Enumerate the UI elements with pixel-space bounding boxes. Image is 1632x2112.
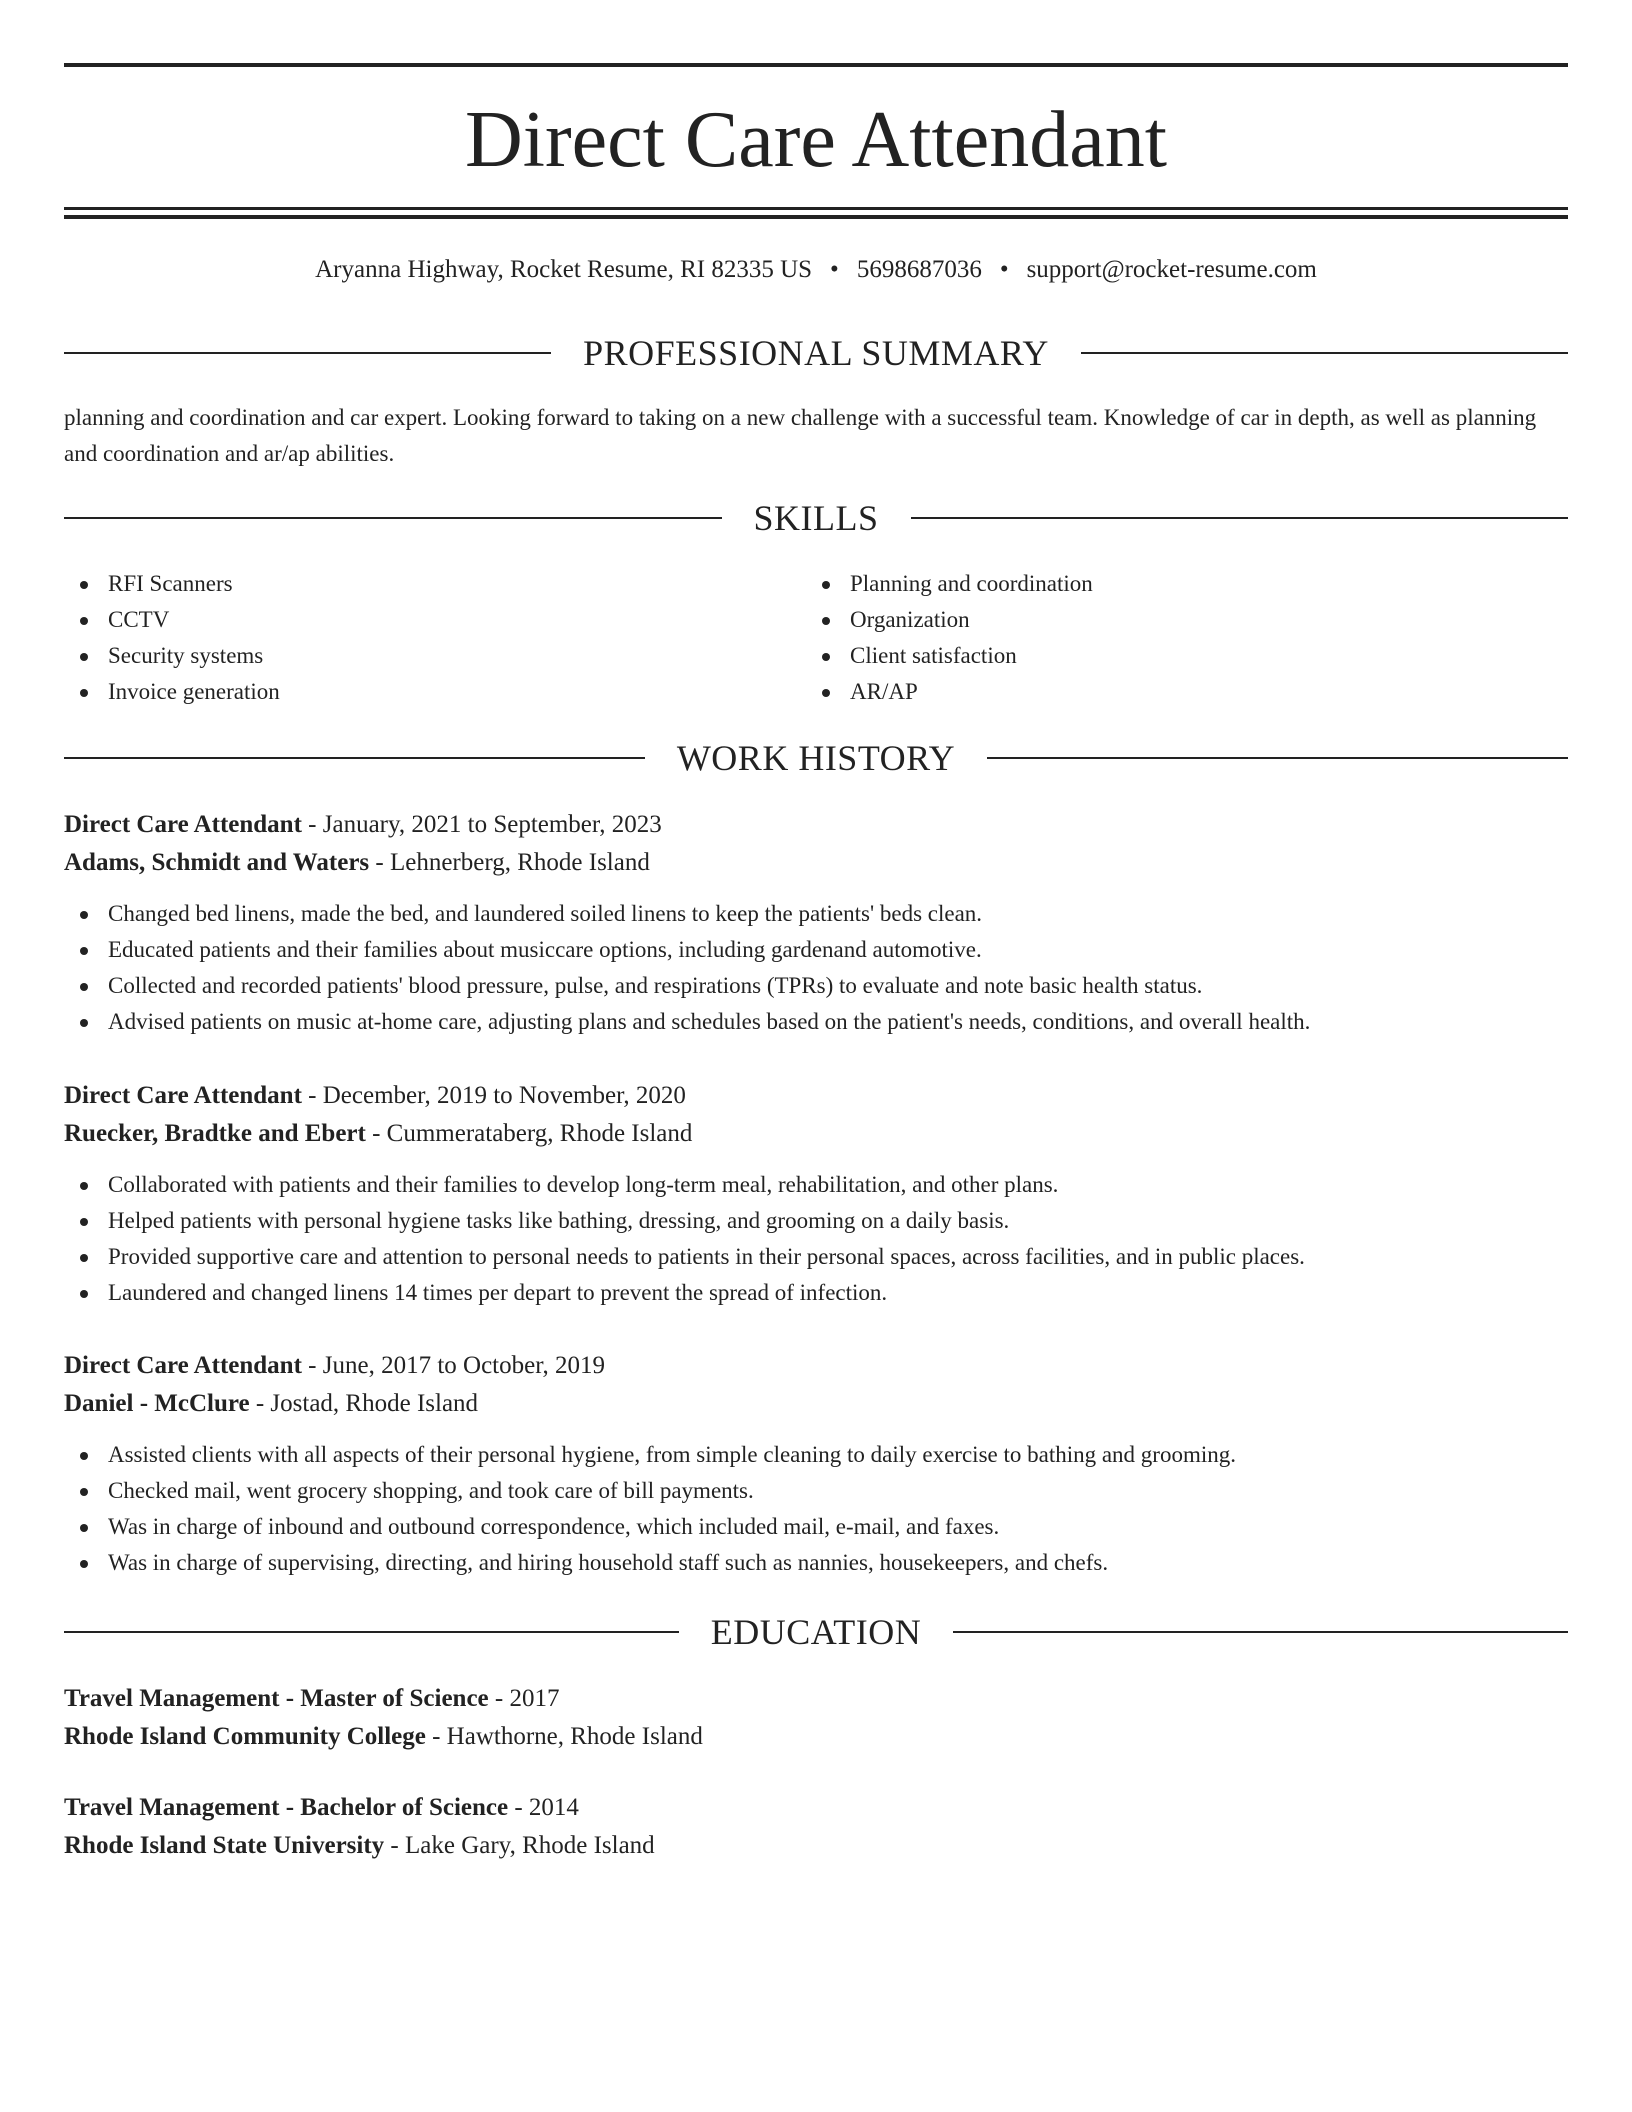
job-location: - Cummerataberg, Rhode Island [365, 1120, 693, 1147]
job-bullet: Was in charge of inbound and outbound correspondence, which included mail, e-mail, and faxes. [64, 1509, 1568, 1545]
degree-year: - 2017 [488, 1685, 560, 1712]
work-entry [64, 1347, 1568, 1581]
job-bullet: Collaborated with patients and their families to develop long-term meal, rehabilitation, and other plans. [64, 1167, 1568, 1203]
job-location: - Jostad, Rhode Island [249, 1390, 479, 1417]
skills-list-left [64, 566, 764, 710]
job-bullet: Was in charge of supervising, directing, and hiring household staff such as nannies, housekeepers, and chefs. [64, 1545, 1568, 1581]
double-rule-lower [64, 215, 1568, 219]
heading-rule [64, 517, 722, 519]
work-entry [64, 806, 1568, 1040]
job-company-line [64, 844, 1568, 882]
education-heading [64, 1610, 1568, 1654]
contact-separator: • [999, 256, 1009, 283]
work-title: WORK HISTORY [676, 738, 956, 778]
job-bullet: Assisted clients with all aspects of their personal hygiene, from simple cleaning to daily exercise to bathing and grooming. [64, 1437, 1568, 1473]
education-title: EDUCATION [710, 1612, 922, 1652]
job-title-line [64, 806, 1568, 844]
school-line [64, 1718, 1568, 1756]
school-line [64, 1827, 1568, 1865]
heading-rule [1081, 352, 1568, 354]
heading-rule [911, 517, 1569, 519]
school-location: - Hawthorne, Rhode Island [425, 1723, 703, 1750]
resume-name: Direct Care Attendant [465, 96, 1167, 184]
job-company: Daniel - McClure [64, 1390, 250, 1417]
skill-item: Invoice generation [64, 674, 764, 710]
school: Rhode Island State University [64, 1832, 385, 1859]
job-company: Ruecker, Bradtke and Ebert [64, 1120, 366, 1147]
contact-email: support@rocket-resume.com [1026, 256, 1317, 283]
skill-item: AR/AP [806, 674, 1506, 710]
heading-rule [987, 757, 1568, 759]
job-dates: - January, 2021 to September, 2023 [301, 811, 662, 838]
heading-rule [64, 352, 551, 354]
degree: Travel Management - Bachelor of Science [64, 1794, 509, 1821]
summary-heading [64, 331, 1568, 375]
work-heading [64, 736, 1568, 780]
job-bullet: Collected and recorded patients' blood pressure, pulse, and respirations (TPRs) to evaluate and note basic health status. [64, 968, 1568, 1004]
job-title: Direct Care Attendant [64, 811, 302, 838]
degree: Travel Management - Master of Science [64, 1685, 489, 1712]
job-bullets [64, 896, 1568, 1040]
contact-separator: • [830, 256, 839, 283]
top-rule [64, 63, 1568, 67]
job-dates: - December, 2019 to November, 2020 [301, 1082, 686, 1109]
job-location: - Lehnerberg, Rhode Island [369, 849, 650, 876]
job-bullet: Changed bed linens, made the bed, and laundered soiled linens to keep the patients' beds clean. [64, 896, 1568, 932]
job-bullet: Advised patients on music at-home care, adjusting plans and schedules based on the patient's needs, conditions, and overall health. [64, 1004, 1568, 1040]
job-bullet: Helped patients with personal hygiene tasks like bathing, dressing, and grooming on a daily basis. [64, 1203, 1568, 1239]
contact-phone: 5698687036 [856, 256, 982, 283]
skills-heading [64, 496, 1568, 540]
job-title-line [64, 1077, 1568, 1115]
education-entry [64, 1680, 1568, 1756]
heading-rule [953, 1631, 1568, 1633]
job-company: Adams, Schmidt and Waters [64, 849, 370, 876]
education-entry [64, 1789, 1568, 1865]
job-title: Direct Care Attendant [64, 1352, 302, 1379]
school: Rhode Island Community College [64, 1723, 426, 1750]
job-bullet: Laundered and changed linens 14 times per depart to prevent the spread of infection. [64, 1275, 1568, 1311]
job-bullets [64, 1437, 1568, 1581]
job-bullets [64, 1167, 1568, 1311]
job-company-line [64, 1385, 1568, 1423]
job-title-line [64, 1347, 1568, 1385]
work-entry [64, 1077, 1568, 1311]
school-location: - Lake Gary, Rhode Island [384, 1832, 655, 1859]
contact-line [64, 252, 1568, 288]
job-dates: - June, 2017 to October, 2019 [301, 1352, 606, 1379]
skills-title: SKILLS [753, 498, 879, 538]
summary-text: planning and coordination and car expert. Looking forward to taking on a new challenge with a successful team. Knowledge of car in depth, as well as planning and coordination and ar/ap abilities. [64, 405, 1537, 466]
heading-rule [64, 757, 645, 759]
contact-address: Aryanna Highway, Rocket Resume, RI 82335 US [315, 256, 813, 283]
skill-item: Security systems [64, 638, 764, 674]
degree-line [64, 1789, 1568, 1827]
degree-line [64, 1680, 1568, 1718]
skills-list-right [806, 566, 1506, 710]
skill-item: RFI Scanners [64, 566, 764, 602]
skill-item: Planning and coordination [806, 566, 1506, 602]
skill-item: Organization [806, 602, 1506, 638]
skill-item: Client satisfaction [806, 638, 1506, 674]
job-title: Direct Care Attendant [64, 1082, 302, 1109]
job-bullet: Checked mail, went grocery shopping, and took care of bill payments. [64, 1473, 1568, 1509]
job-bullet: Educated patients and their families about musiccare options, including gardenand automotive. [64, 932, 1568, 968]
job-bullet: Provided supportive care and attention to personal needs to patients in their personal spaces, across facilities, and in public places. [64, 1239, 1568, 1275]
degree-year: - 2014 [508, 1794, 579, 1821]
job-company-line [64, 1115, 1568, 1153]
double-rule-upper [64, 207, 1568, 210]
skill-item: CCTV [64, 602, 764, 638]
summary-title: PROFESSIONAL SUMMARY [583, 333, 1049, 373]
heading-rule [64, 1631, 679, 1633]
